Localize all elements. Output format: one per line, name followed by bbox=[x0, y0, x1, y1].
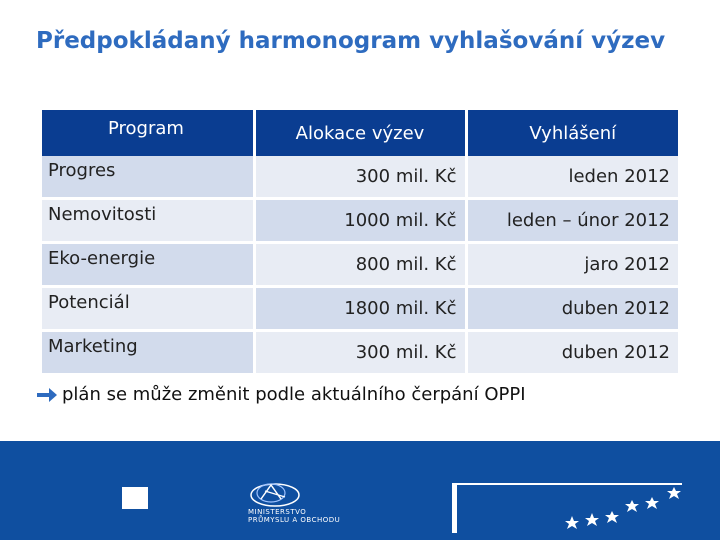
ministry-logo-text: MINISTERSTVO PRŮMYSLU A OBCHODU bbox=[248, 508, 341, 524]
ministry-logo-icon bbox=[245, 477, 305, 509]
cell-vyhlaseni: leden 2012 bbox=[466, 156, 678, 199]
cell-alokace: 1000 mil. Kč bbox=[254, 199, 466, 243]
cell-alokace: 1800 mil. Kč bbox=[254, 287, 466, 331]
cell-alokace: 800 mil. Kč bbox=[254, 243, 466, 287]
table-header-row bbox=[42, 110, 678, 156]
cell-program: Eko-energie bbox=[42, 243, 254, 287]
cell-vyhlaseni: leden – únor 2012 bbox=[466, 199, 678, 243]
cell-vyhlaseni: jaro 2012 bbox=[466, 243, 678, 287]
header-vyhlaseni: Vyhlášení bbox=[466, 110, 678, 156]
cell-program: Potenciál bbox=[42, 287, 254, 331]
note-text: plán se může změnit podle aktuálního čerpání OPPI bbox=[62, 384, 526, 405]
table-row bbox=[42, 156, 678, 199]
cell-vyhlaseni: duben 2012 bbox=[466, 287, 678, 331]
cell-program: Progres bbox=[42, 156, 254, 199]
footer-band bbox=[0, 441, 720, 540]
table-row bbox=[42, 199, 678, 243]
arrow-right-icon bbox=[36, 387, 58, 403]
note-line bbox=[36, 384, 526, 405]
table-row bbox=[42, 243, 678, 287]
header-program: Program bbox=[42, 110, 254, 156]
schedule-table bbox=[42, 110, 678, 376]
cell-alokace: 300 mil. Kč bbox=[254, 331, 466, 375]
cell-vyhlaseni: duben 2012 bbox=[466, 331, 678, 375]
table-row bbox=[42, 331, 678, 375]
white-flag-icon bbox=[122, 487, 148, 509]
cell-program: Nemovitosti bbox=[42, 199, 254, 243]
eu-stars-icon bbox=[452, 483, 692, 533]
cell-program: Marketing bbox=[42, 331, 254, 375]
cell-alokace: 300 mil. Kč bbox=[254, 156, 466, 199]
page-title: Předpokládaný harmonogram vyhlašování výzev bbox=[36, 28, 666, 54]
table-row bbox=[42, 287, 678, 331]
header-alokace: Alokace výzev bbox=[254, 110, 466, 156]
